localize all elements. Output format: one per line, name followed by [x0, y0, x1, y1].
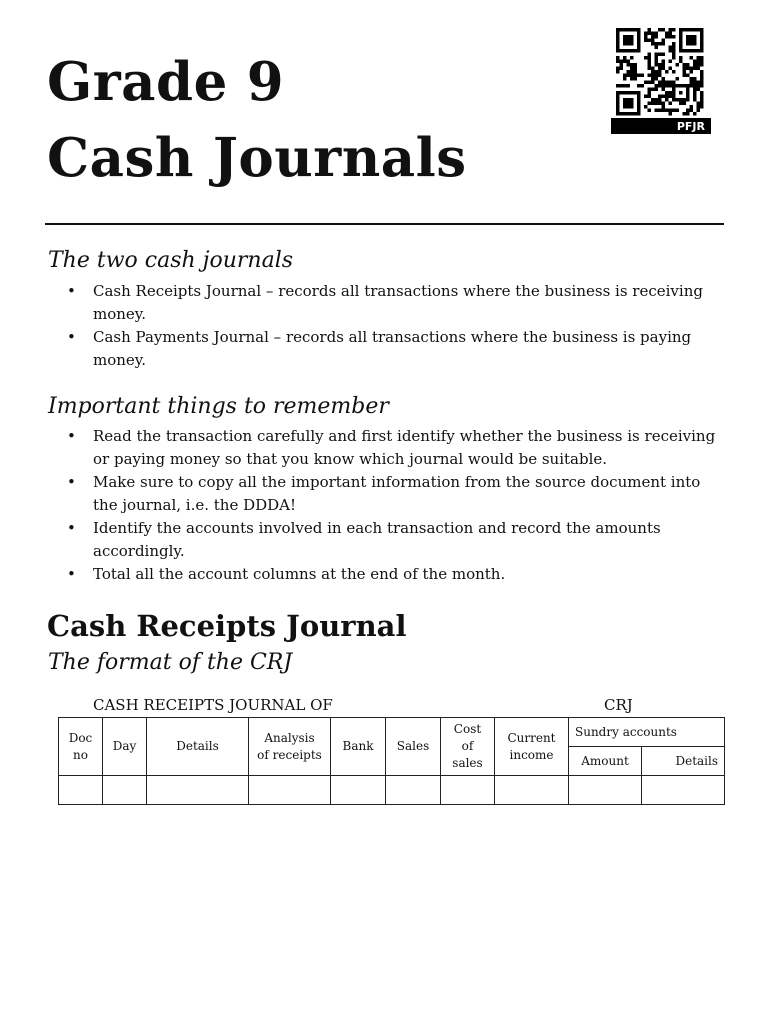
page-title: [47, 44, 467, 196]
table-cell[interactable]: [569, 776, 642, 805]
col-header-doc-no: Doc no: [59, 718, 103, 776]
qr-code[interactable]: [611, 28, 711, 134]
table-cell[interactable]: [59, 776, 103, 805]
list-item: • Total all the account columns at the end of the month.: [48, 563, 724, 586]
col-header-day: Day: [103, 718, 147, 776]
col-header-sales: Sales: [386, 718, 441, 776]
table-cell[interactable]: [147, 776, 249, 805]
journal-code: CRJ: [604, 696, 633, 714]
col-header-cost-of-sales: Cost of sales: [441, 718, 495, 776]
important-things-list: [48, 425, 724, 586]
table-cell[interactable]: [331, 776, 386, 805]
table-cell[interactable]: [103, 776, 147, 805]
journal-title: CASH RECEIPTS JOURNAL OF: [93, 696, 333, 714]
section-heading-two-cash-journals: The two cash journals: [48, 248, 294, 273]
col-header-sundry-amount: Amount: [569, 747, 642, 776]
col-header-sundry-accounts: Sundry accounts: [569, 718, 725, 747]
table-cell[interactable]: [386, 776, 441, 805]
title-line-topic: Cash Journals: [47, 127, 467, 189]
col-header-analysis: Analysis of receipts: [249, 718, 331, 776]
table-row: [59, 776, 725, 805]
list-item: • Cash Receipts Journal – records all transactions where the business is receiving money.: [48, 280, 724, 326]
table-cell[interactable]: [249, 776, 331, 805]
crj-subheading: The format of the CRJ: [48, 650, 293, 675]
list-item: • Cash Payments Journal – records all transactions where the business is paying money.: [48, 326, 724, 372]
section-heading-important-things: Important things to remember: [48, 394, 389, 419]
crj-format-table: [58, 717, 725, 805]
col-header-sundry-details: Details: [642, 747, 725, 776]
table-cell[interactable]: [441, 776, 495, 805]
table-cell[interactable]: [642, 776, 725, 805]
col-header-current-income: Current income: [495, 718, 569, 776]
header-divider: [45, 223, 724, 225]
table-cell[interactable]: [495, 776, 569, 805]
crj-heading: Cash Receipts Journal: [47, 609, 407, 643]
title-line-grade: Grade 9: [47, 51, 285, 113]
col-header-details: Details: [147, 718, 249, 776]
list-item: • Make sure to copy all the important information from the source document into the journal, i.e. the DDDA!: [48, 471, 724, 517]
two-journals-list: [48, 280, 724, 372]
list-item: • Read the transaction carefully and first identify whether the business is receiving or paying money so that you know which journal would be suitable.: [48, 425, 724, 471]
col-header-bank: Bank: [331, 718, 386, 776]
list-item: • Identify the accounts involved in each transaction and record the amounts accordingly.: [48, 517, 724, 563]
qr-label: PFJR: [611, 118, 711, 134]
qr-code-icon: [616, 28, 706, 116]
